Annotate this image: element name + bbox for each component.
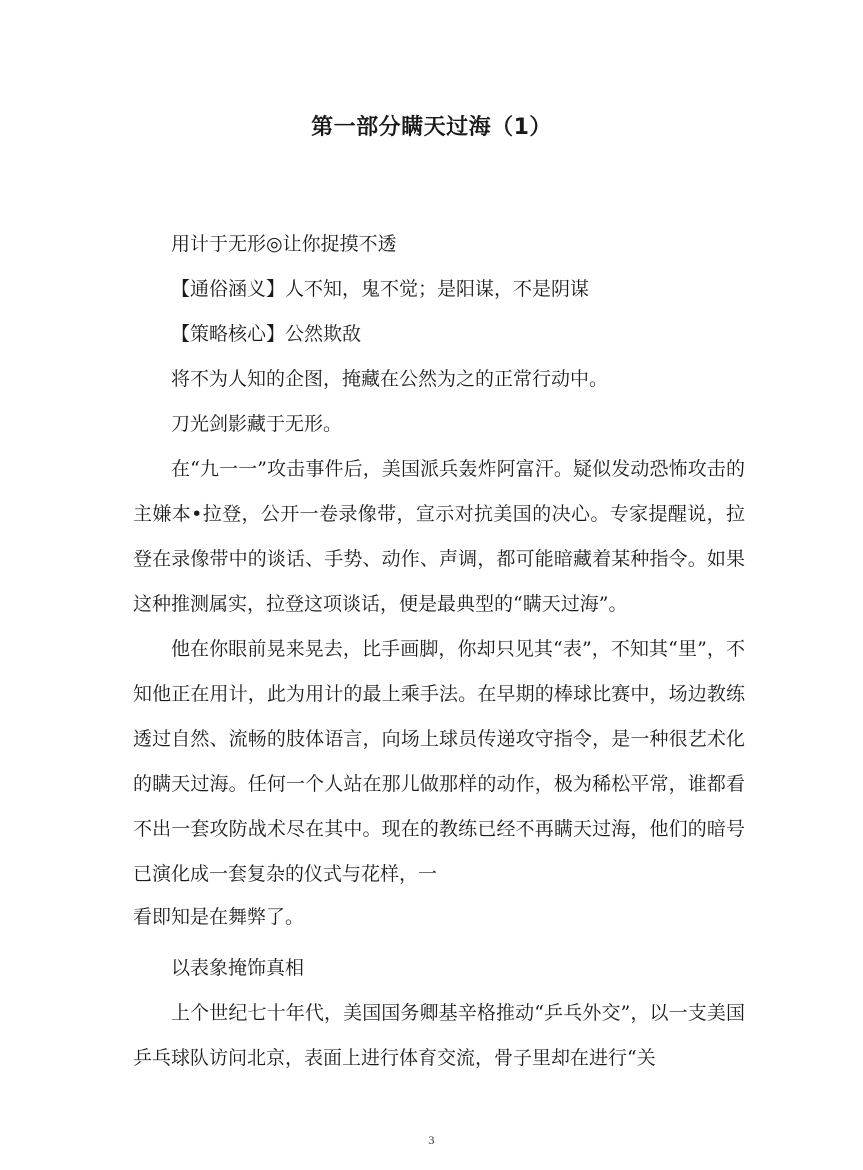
- page-number: 3: [428, 1133, 435, 1147]
- page-title: 第一部分瞒天过海（1）: [311, 115, 552, 140]
- document-body: [133, 222, 745, 1081]
- paragraph-meaning: 【通俗涵义】人不知，鬼不觉；是阳谋，不是阴谋: [171, 278, 590, 300]
- paragraph-baseball: 他在你眼前晃来晃去，比手画脚，你却只见其“表”，不知其“里”，不知他正在用计，此为用计的最上乘手法。在早期的棒球比赛中，场边教练透过自然、流畅的肢体语言，向场上球员传递攻守指令，是一种很艺术化的瞒天过海。任何一个人站在那儿做那样的动作，极为稀松平常，谁都看不出一套攻防战术尽在其中。现在的教练已经不再瞒天过海，他们的暗号已演化成一套复杂的仪式与花样，一: [133, 638, 745, 885]
- paragraph-core: 【策略核心】公然欺敌: [171, 323, 362, 345]
- paragraph-pingpong: 上个世纪七十年代，美国国务卿基辛格推动“乒乓外交”，以一支美国乒乓球队访问北京，表面上进行体育交流，骨子里却在进行“关: [133, 1002, 745, 1069]
- paragraph-911: 在“九一一”攻击事件后，美国派兵轰炸阿富汗。疑似发动恐怖攻击的主嫌本•拉登，公开一卷录像带，宣示对抗美国的决心。专家提醒说，拉登在录像带中的谈话、手势、动作、声调，都可能暗藏着某种指令。如果这种推测属实，拉登这项谈话，便是最典型的“瞒天过海”。: [133, 458, 745, 615]
- section-heading: 以表象掩饰真相: [171, 957, 305, 979]
- paragraph-hidden: 刀光剑影藏于无形。: [171, 413, 343, 435]
- paragraph-baseball-tail: 看即知是在舞弊了。: [133, 906, 305, 928]
- paragraph-subtitle: 用计于无形◎让你捉摸不透: [171, 233, 397, 255]
- paragraph-summary: 将不为人知的企图，掩藏在公然为之的正常行动中。: [171, 368, 609, 390]
